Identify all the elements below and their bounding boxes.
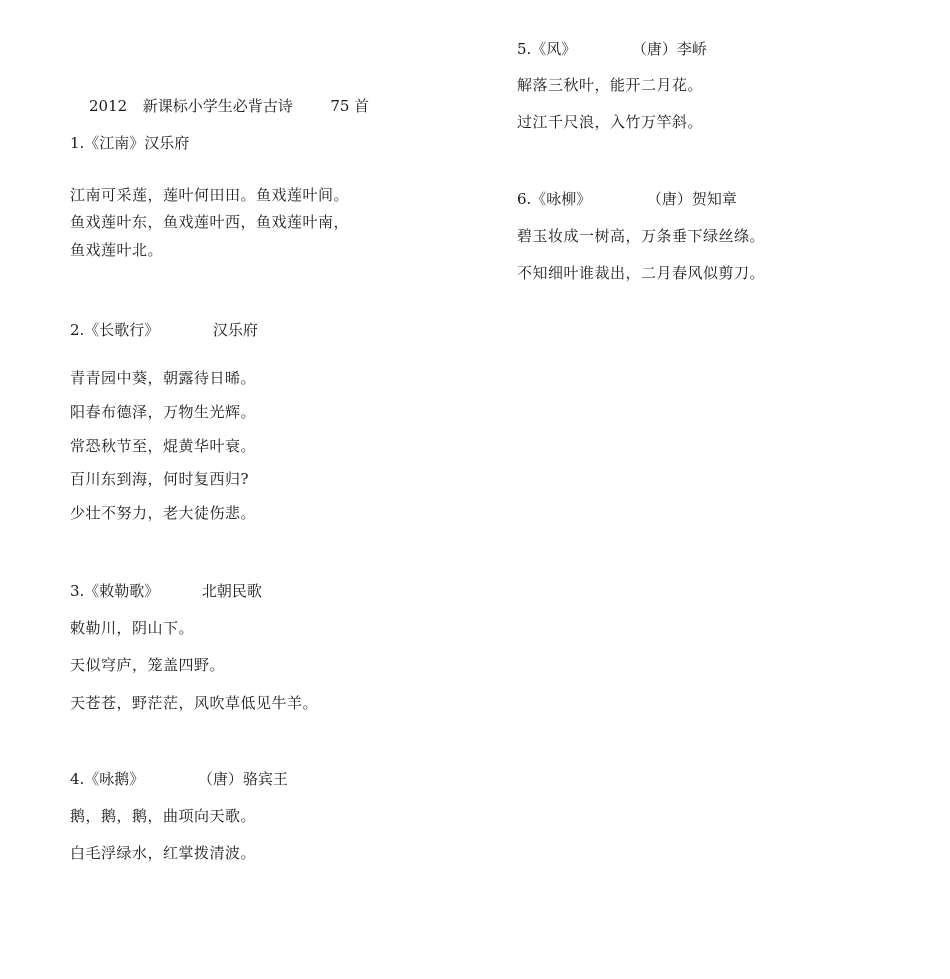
poem-title: 3.《敕勒歌》 [70, 582, 160, 600]
title-count: 75 首 [330, 97, 370, 115]
poem-line: 青青园中葵，朝露待日晞。 [70, 369, 257, 387]
poem-author: 汉乐府 [212, 321, 258, 339]
poem-line: 敕勒川，阴山下。 [70, 619, 195, 637]
poem-line: 不知细叶谁裁出，二月春风似剪刀。 [517, 264, 766, 282]
poem-line: 常恐秋节至，焜黄华叶衰。 [70, 437, 257, 455]
poem-line: 天似穹庐，笼盖四野。 [70, 656, 226, 674]
poem-line: 解落三秋叶，能开二月花。 [517, 76, 704, 94]
poem-heading [70, 768, 288, 789]
poem-line: 过江千尺浪，入竹万竿斜。 [517, 113, 704, 131]
poem-author: （唐）贺知章 [646, 190, 737, 208]
poem-line: 江南可采莲，莲叶何田田。鱼戏莲叶间。 [70, 186, 350, 204]
poem-author: （唐）骆宾王 [197, 770, 288, 788]
poem-heading: 1.《江南》汉乐府 [70, 134, 190, 152]
poem-line: 鱼戏莲叶北。 [70, 241, 164, 259]
poem-title: 2.《长歌行》 [70, 321, 160, 339]
poem-heading [517, 38, 707, 59]
poem-line: 阳春布德泽，万物生光辉。 [70, 403, 257, 421]
poem-line: 鱼戏莲叶东，鱼戏莲叶西，鱼戏莲叶南， [70, 213, 350, 231]
poem-line: 少壮不努力，老大徒伤悲。 [70, 504, 257, 522]
poem-line: 鹅，鹅，鹅，曲项向天歌。 [70, 807, 257, 825]
poem-title: 4.《咏鹅》 [70, 770, 145, 788]
poem-author: 北朝民歌 [201, 582, 262, 600]
poem-author: （唐）李峤 [631, 40, 707, 58]
poem-line: 碧玉妆成一树高，万条垂下绿丝绦。 [517, 227, 766, 245]
title-year: 2012 [89, 97, 128, 115]
title-text: 新课标小学生必背古诗 [142, 97, 293, 115]
poem-line: 百川东到海，何时复西归? [70, 470, 250, 488]
poem-line: 白毛浮绿水，红掌拨清波。 [70, 844, 257, 862]
poem-heading [517, 188, 737, 209]
poem-heading [70, 319, 258, 340]
poem-heading [70, 580, 262, 601]
poem-line: 天苍苍，野茫茫，风吹草低见牛羊。 [70, 694, 319, 712]
document-title [89, 95, 369, 116]
poem-title: 5.《风》 [517, 40, 577, 58]
poem-title: 6.《咏柳》 [517, 190, 592, 208]
